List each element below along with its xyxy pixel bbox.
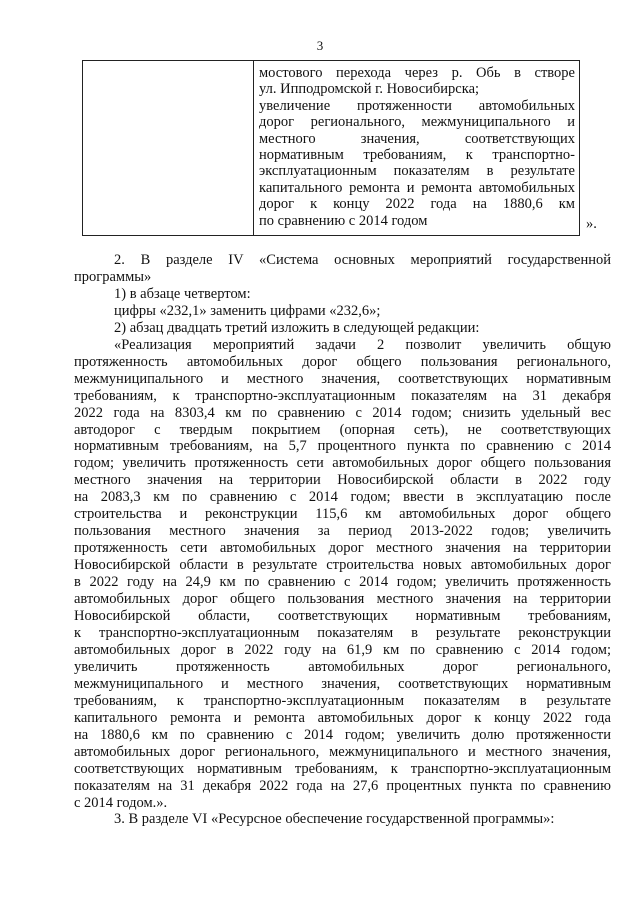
table-text-line: нормативным требованиям, к транспортно- [259,147,575,164]
paragraph-line: строительства и реконструкции 115,6 км автомобильных дорог общего [74,506,611,523]
paragraph-line: требованиям, к транспортно-эксплуатационным показателям в результате [74,692,611,709]
paragraph-line: протяженность автомобильных дорог общего пользования регионального, [74,353,611,370]
paragraph-line: на 2083,3 км по сравнению с 2014 годом; ввести в эксплуатацию после [74,489,611,506]
paragraph-line: в 2022 году на 24,9 км по сравнению с 2014 годом; увеличить протяженность [74,574,611,591]
paragraph-line: автомобильных дорог в 2022 году на 61,9 км по сравнению с 2014 годом; [74,641,611,658]
paragraph-line: цифры «232,1» заменить цифрами «232,6»; [114,302,381,319]
table-text-line: местного значения, соответствующих [259,130,575,147]
table-text-line: эксплуатационным показателям в результате [259,163,575,180]
table-text-line: увеличение протяженности автомобильных [259,97,575,114]
paragraph-line: автомобильных дорог общего пользования местного значения на территории [74,591,611,608]
table-text-line: мостового перехода через р. Обь в створе [259,65,575,81]
table-text-line: ул. Ипподромской г. Новосибирска; [259,81,480,98]
paragraph-line: Новосибирской области в результате строительства новых автомобильных дорог [74,557,611,574]
paragraph-line: 1) в абзаце четвертом: [114,285,251,302]
table-text-line: по сравнению с 2014 годом [259,212,428,229]
paragraph-line: межмуниципального и местного значения, соответствующих нормативным [74,370,611,387]
table-text-line: дорог регионального, межмуниципального и [259,114,575,131]
paragraph-line: межмуниципального и местного значения, соответствующих нормативным [74,675,611,692]
paragraph-line: автодорог с твердым покрытием (опорная сеть), не соответствующих [74,421,611,438]
paragraph-line: 3. В разделе VI «Ресурсное обеспечение государственной программы»: [114,811,555,828]
paragraph-line: 2022 года на 8303,4 км по сравнению с 2014 годом; снизить удельный вес [74,404,611,421]
table-text-line: капитального ремонта и ремонта автомобильных [259,179,575,196]
paragraph-line: требованиям, к транспортно-эксплуатационным показателям на 31 декабря [74,387,611,404]
paragraph-line: 2. В разделе IV «Система основных мероприятий государственной [114,252,611,268]
paragraph-line: протяженность сети автомобильных дорог местного значения на территории [74,540,611,557]
paragraph-line: 2) абзац двадцать третий изложить в следующей редакции: [114,319,480,336]
paragraph-line: пользования местного значения за период 2013-2022 годов; увеличить [74,523,611,540]
paragraph-line: капитального ремонта и ремонта автомобильных дорог к концу 2022 года [74,709,611,726]
paragraph-line: «Реализация мероприятий задачи 2 позволит увеличить общую [114,336,611,353]
paragraph-line: Новосибирской области, соответствующих нормативным требованиям, [74,608,611,625]
page-number: 3 [316,38,324,53]
paragraph-line: с 2014 годом.». [74,794,168,811]
paragraph-line: к транспортно-эксплуатационным показателям в результате реконструкции [74,624,611,641]
paragraph-line: показателям на 31 декабря 2022 года на 27,6 процентных пункта по сравнению [74,777,611,794]
paragraph-line: местного значения на территории Новосибирской области в 2022 году [74,472,611,489]
table-right-cell [259,65,575,229]
table-text-line: дорог к концу 2022 года на 1880,6 км [259,196,575,213]
paragraph-line: на 1880,6 км по сравнению с 2014 годом; увеличить долю протяженности [74,726,611,743]
paragraph-line: нормативным требованиям, на 5,7 процентного пункта по сравнению с 2014 [74,438,611,455]
paragraph-line: соответствующих нормативным требованиям, к транспортно-эксплуатационным [74,760,611,777]
table-left-cell [83,61,254,235]
document-body [74,252,611,828]
paragraph-line: автомобильных дорог регионального, межмуниципального и местного значения, [74,743,611,760]
paragraph-line: увеличить протяженность автомобильных дорог регионального, [74,658,611,675]
paragraph-line: годом; увеличить протяженность сети автомобильных дорог общего пользования [74,455,611,472]
paragraph-line: программы» [74,268,152,285]
amendment-table [82,60,580,236]
closing-quote: ». [586,216,597,232]
